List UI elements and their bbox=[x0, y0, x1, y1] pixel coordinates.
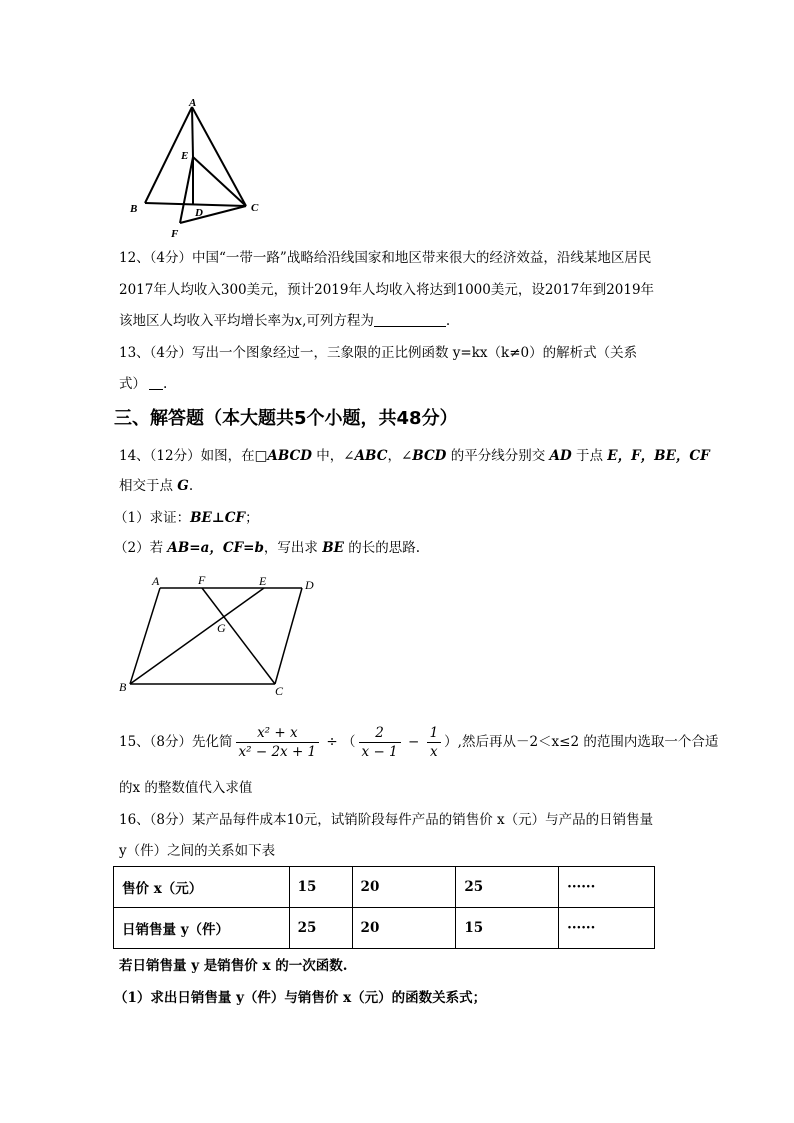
q14-pts: E，F，BE，CF bbox=[607, 448, 710, 464]
q14-part1 bbox=[114, 508, 259, 528]
q14-ad: AD bbox=[549, 448, 572, 464]
q16-part1: （1）求出日销售量 y（件）与销售价 x（元）的函数关系式； bbox=[114, 990, 487, 1006]
q14-p1-expr: BE⊥CF bbox=[190, 510, 246, 526]
q14-p1-end: ； bbox=[245, 510, 259, 526]
q14-p2-expr: AB=a，CF=b bbox=[167, 540, 264, 556]
table-cell: ······ bbox=[559, 908, 655, 949]
q12-line2: 2017年人均收入300美元，预计2019年人均收入将达到1000美元，设2017年到2019年 bbox=[119, 282, 655, 298]
table-cell: 20 bbox=[352, 867, 456, 908]
table-row bbox=[114, 867, 655, 908]
parallelogram-figure bbox=[112, 572, 322, 700]
q12-line3-post: ,可列方程为 bbox=[302, 313, 374, 329]
segment-cf bbox=[202, 588, 275, 684]
label-d: D bbox=[305, 578, 314, 592]
q14-part2 bbox=[114, 538, 420, 558]
table-cell: 25 bbox=[456, 867, 559, 908]
q15-frac2-den: x − 1 bbox=[361, 744, 398, 760]
segment-fc bbox=[180, 206, 246, 223]
q14-abcd: ABCD bbox=[267, 448, 312, 464]
segment-ec bbox=[193, 157, 246, 206]
q13-line2-pre: 式） bbox=[119, 376, 146, 392]
q14-p2-end: 的长的思路. bbox=[343, 540, 421, 556]
label-e: E bbox=[259, 574, 267, 588]
label-g: G bbox=[217, 621, 226, 635]
q15-prefix: 15、（8分）先化简 bbox=[119, 734, 233, 750]
q15-minus: − bbox=[403, 734, 424, 750]
q14-bcd: BCD bbox=[412, 448, 447, 464]
q14-l1-mid2: 的平分线分别交 bbox=[446, 448, 550, 464]
segment-ac bbox=[192, 107, 246, 206]
table-cell: 15 bbox=[456, 908, 559, 949]
q14-l1-mid3: 于点 bbox=[571, 448, 608, 464]
q12-end: . bbox=[445, 313, 451, 329]
table-cell: 日销售量 y（件） bbox=[114, 908, 290, 949]
segment-dc bbox=[275, 588, 302, 684]
q15-line2: 的x 的整数值代入求值 bbox=[119, 780, 253, 796]
q16-line2: y（件）之间的关系如下表 bbox=[119, 843, 276, 859]
q13-end: . bbox=[163, 376, 168, 392]
q14-p2-pre: （2）若 bbox=[114, 540, 168, 556]
q14-abc: ABC bbox=[354, 448, 388, 464]
q15-frac1-den: x² − 2x + 1 bbox=[238, 744, 317, 760]
segment-ab bbox=[130, 588, 160, 684]
q15-div: ÷ （ bbox=[322, 734, 356, 750]
q14-line1 bbox=[119, 446, 710, 466]
q15-suffix: ）,然后再从－2＜x≤2 的范围内选取一个合适 bbox=[444, 734, 719, 750]
q14-l2-end: . bbox=[188, 478, 194, 494]
q15-frac2-num: 2 bbox=[359, 724, 401, 743]
q15-frac3-num: 1 bbox=[427, 724, 442, 743]
price-sales-table bbox=[113, 866, 655, 949]
q15-frac1 bbox=[236, 724, 320, 761]
label-b: B bbox=[119, 680, 127, 694]
q13-line2 bbox=[119, 374, 167, 394]
q15-frac2 bbox=[359, 724, 401, 761]
q12-line1: 12、（4分）中国“一带一路”战略给沿线国家和地区带来很大的经济效益，沿线某地区居民 bbox=[119, 250, 652, 266]
label-e: E bbox=[181, 150, 189, 162]
q14-g: G bbox=[177, 478, 189, 494]
segment-ef bbox=[180, 157, 193, 223]
q14-comma: ，∠ bbox=[387, 448, 413, 464]
label-f: F bbox=[171, 228, 179, 240]
table-cell: 15 bbox=[289, 867, 352, 908]
q16-line1: 16、（8分）某产品每件成本10元，试销阶段每件产品的销售价 x（元）与产品的日销售量 bbox=[119, 812, 654, 828]
table-cell: 20 bbox=[352, 908, 456, 949]
label-c: C bbox=[251, 202, 259, 214]
q14-p2-be: BE bbox=[322, 540, 344, 556]
q14-line2 bbox=[119, 476, 193, 496]
segment-ae bbox=[192, 107, 193, 157]
table-cell: ······ bbox=[559, 867, 655, 908]
q16-after: 若日销售量 y 是销售价 x 的一次函数. bbox=[119, 958, 348, 974]
segment-bc bbox=[145, 203, 246, 206]
section-3-title: 三、解答题（本大题共5个小题，共48分） bbox=[114, 408, 458, 429]
q13-line1: 13、（4分）写出一个图象经过一，三象限的正比例函数 y=kx（k≠0）的解析式（关系 bbox=[119, 345, 638, 361]
label-d: D bbox=[195, 207, 203, 219]
q13-answer-blank[interactable] bbox=[149, 375, 163, 390]
label-c: C bbox=[275, 684, 284, 698]
label-a: A bbox=[189, 97, 197, 109]
label-a: A bbox=[152, 574, 160, 588]
q14-l2-pre: 相交于点 bbox=[119, 478, 178, 494]
triangle-figure bbox=[125, 95, 275, 245]
q14-p1-pre: （1）求证： bbox=[114, 510, 191, 526]
q15-line1 bbox=[119, 722, 718, 762]
q15-frac3-den: x bbox=[430, 744, 438, 760]
label-f: F bbox=[198, 573, 206, 587]
q12-line3-pre: 该地区人均收入平均增长率为 bbox=[119, 313, 295, 329]
q14-l1-pre: 14、（12分）如图，在□ bbox=[119, 448, 268, 464]
q15-frac1-num: x² + x bbox=[236, 724, 320, 743]
q12-answer-blank[interactable] bbox=[374, 312, 446, 327]
table-cell: 售价 x（元） bbox=[114, 867, 290, 908]
table-cell: 25 bbox=[289, 908, 352, 949]
q14-p2-mid: ，写出求 bbox=[263, 540, 323, 556]
segment-be bbox=[130, 588, 264, 684]
table-row bbox=[114, 908, 655, 949]
q12-var: x bbox=[294, 313, 303, 329]
label-b: B bbox=[130, 203, 138, 215]
q15-frac3 bbox=[427, 724, 442, 761]
q14-l1-mid: 中，∠ bbox=[311, 448, 355, 464]
q12-line3 bbox=[119, 311, 450, 331]
